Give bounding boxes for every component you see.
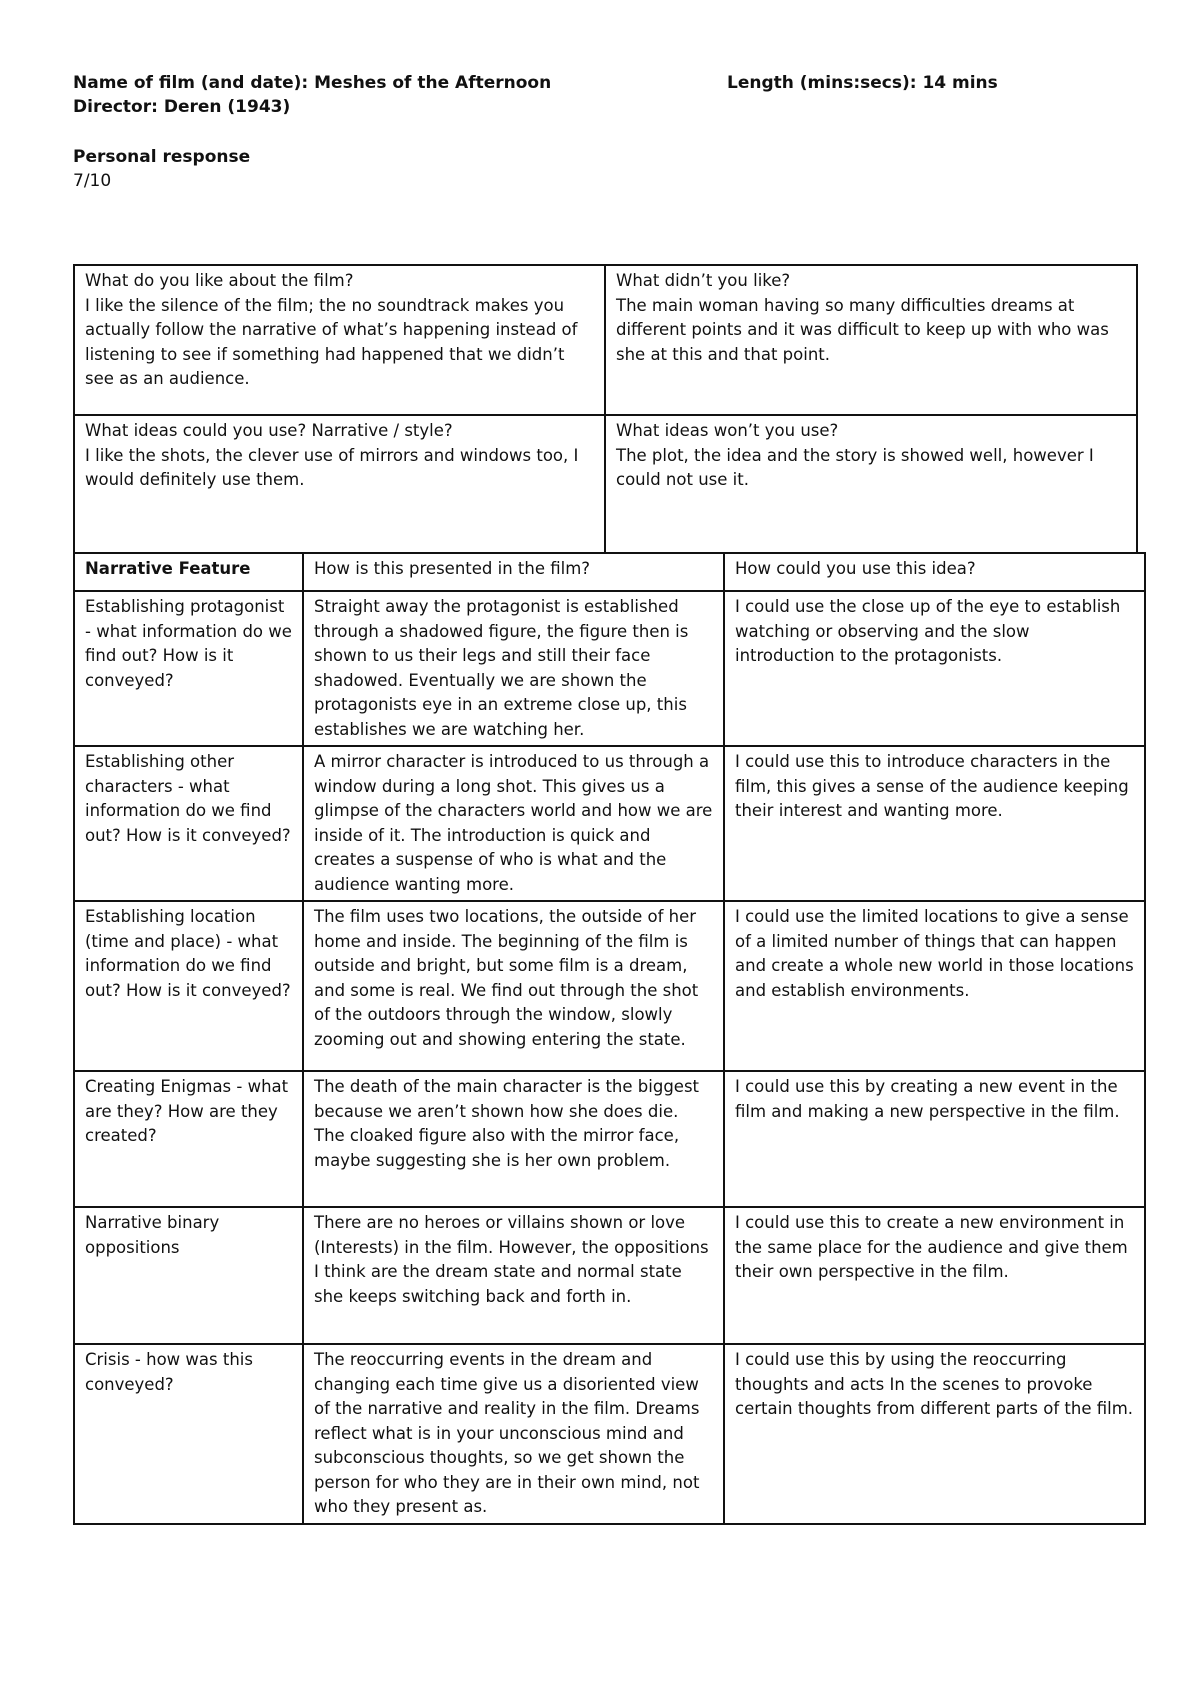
response-table	[73, 264, 1138, 554]
personal-response-heading: Personal response	[73, 147, 251, 167]
presented-cell: The film uses two locations, the outside of her home and inside. The beginning of the film is outside and bright, but some film is a dream, and some is real. We find out through the shot of the outdoors through the window, slowly zooming out and showing entering the state.	[303, 901, 724, 1071]
feature-cell: Crisis - how was this conveyed?	[74, 1344, 303, 1524]
film-length-heading: Length (mins:secs): 14 mins	[727, 73, 998, 93]
feature-cell: Establishing location (time and place) - what information do we find out? How is it conveyed?	[74, 901, 303, 1071]
table-row	[74, 591, 1145, 746]
use-cell: I could use this by using the reoccurring thoughts and acts In the scenes to provoke certain thoughts from different parts of the film.	[724, 1344, 1145, 1524]
feature-cell: Narrative binary oppositions	[74, 1207, 303, 1344]
director-heading: Director: Deren (1943)	[73, 97, 291, 117]
dislikes-question: What didn’t you like?	[616, 271, 791, 290]
presented-cell: A mirror character is introduced to us through a window during a long shot. This gives us a glimpse of the characters world and how we are inside of it. The introduction is quick and creates a suspense of who is what and the audience wanting more.	[303, 746, 724, 901]
likes-answer: I like the silence of the film; the no soundtrack makes you actually follow the narrative of what’s happening instead of listening to see if something had happened that we didn’t see as an audience.	[85, 295, 578, 388]
likes-cell	[74, 265, 605, 415]
rating-value: 7/10	[73, 171, 112, 191]
table-row	[74, 901, 1145, 1071]
film-name-heading: Name of film (and date): Meshes of the Afternoon	[73, 73, 552, 93]
use-cell: I could use this to introduce characters in the film, this gives a sense of the audience keeping their interest and wanting more.	[724, 746, 1145, 901]
feature-header-row	[74, 553, 1145, 591]
table-row	[74, 1071, 1145, 1207]
header-narrative-feature: Narrative Feature	[74, 553, 303, 591]
ideas-not-use-answer: The plot, the idea and the story is showed well, however I could not use it.	[616, 445, 1094, 489]
header-how-presented: How is this presented in the film?	[303, 553, 724, 591]
dislikes-cell	[605, 265, 1137, 415]
header-how-use: How could you use this idea?	[724, 553, 1145, 591]
use-cell: I could use this by creating a new event in the film and making a new perspective in the film.	[724, 1071, 1145, 1207]
table-row	[74, 1207, 1145, 1344]
ideas-use-answer: I like the shots, the clever use of mirrors and windows too, I would definitely use them.	[85, 445, 579, 489]
dislikes-answer: The main woman having so many difficulties dreams at different points and it was difficult to keep up with who was she at this and that point.	[616, 295, 1109, 364]
ideas-not-use-cell	[605, 415, 1137, 553]
narrative-feature-table	[73, 552, 1146, 1525]
presented-cell: The reoccurring events in the dream and changing each time give us a disoriented view of the narrative and reality in the film. Dreams reflect what is in your unconscious mind and subconscious thoughts, so we get shown the person for who they are in their own mind, not who they present as.	[303, 1344, 724, 1524]
ideas-use-cell	[74, 415, 605, 553]
feature-cell: Creating Enigmas - what are they? How are they created?	[74, 1071, 303, 1207]
presented-cell: There are no heroes or villains shown or love (Interests) in the film. However, the oppositions I think are the dream state and normal state she keeps switching back and forth in.	[303, 1207, 724, 1344]
response-row-1	[74, 265, 1137, 415]
likes-question: What do you like about the film?	[85, 271, 354, 290]
feature-cell: Establishing protagonist - what information do we find out? How is it conveyed?	[74, 591, 303, 746]
presented-cell: Straight away the protagonist is established through a shadowed figure, the figure then is shown to us their legs and still their face shadowed. Eventually we are shown the protagonists eye in an extreme close up, this establishes we are watching her.	[303, 591, 724, 746]
use-cell: I could use the close up of the eye to establish watching or observing and the slow introduction to the protagonists.	[724, 591, 1145, 746]
ideas-use-question: What ideas could you use? Narrative / style?	[85, 421, 453, 440]
use-cell: I could use the limited locations to give a sense of a limited number of things that can happen and create a whole new world in those locations and establish environments.	[724, 901, 1145, 1071]
use-cell: I could use this to create a new environment in the same place for the audience and give them their own perspective in the film.	[724, 1207, 1145, 1344]
response-row-2	[74, 415, 1137, 553]
table-row	[74, 746, 1145, 901]
table-row	[74, 1344, 1145, 1524]
presented-cell: The death of the main character is the biggest because we aren’t shown how she does die. The cloaked figure also with the mirror face, maybe suggesting she is her own problem.	[303, 1071, 724, 1207]
feature-cell: Establishing other characters - what information do we find out? How is it conveyed?	[74, 746, 303, 901]
ideas-not-use-question: What ideas won’t you use?	[616, 421, 839, 440]
